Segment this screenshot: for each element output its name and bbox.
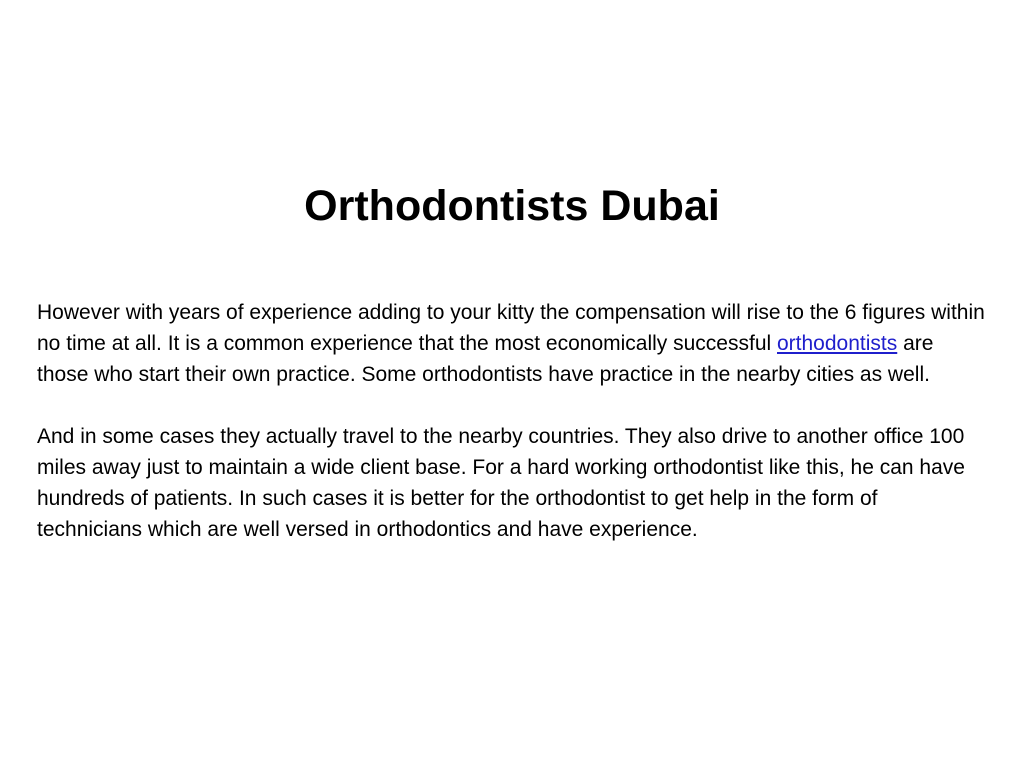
paragraph-1-text-end: are those who start their own practice. Some orthodontists have practice in the nearby cities as well. [37, 332, 934, 386]
slide-title: Orthodontists Dubai [304, 182, 720, 230]
paragraph-1-text-start: However with years of experience adding to your kitty the compensation will rise to the 6 figures within no time at all. It is a common experience that the most economically successful [37, 301, 985, 355]
paragraph-1 [37, 297, 987, 390]
paragraph-2: And in some cases they actually travel to the nearby countries. They also drive to another office 100 miles away just to maintain a wide client base. For a hard working orthodontist like this, he can have hundreds of patients. In such cases it is better for the orthodontist to get help in the form of technicians which are well versed in orthodontics and have experience. [37, 425, 965, 541]
slide-body [37, 297, 987, 576]
orthodontists-link[interactable]: orthodontists [777, 332, 898, 355]
